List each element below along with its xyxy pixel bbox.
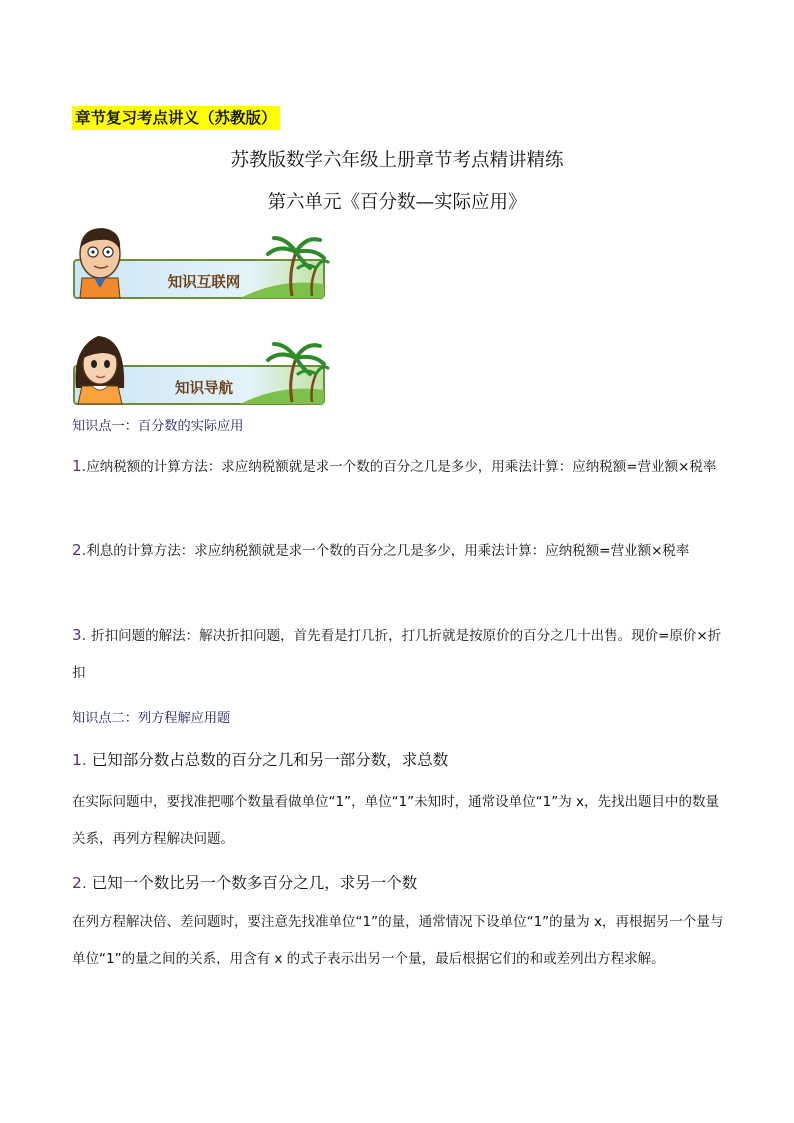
item-number: 1. [72,457,87,475]
section1-item-2 [72,532,724,570]
document-subtitle: 第六单元《百分数—实际应用》 [267,192,527,213]
subheading-text: 已知一个数比另一个数多百分之几，求另一个数 [91,874,418,892]
knowledge-network-label: 知识互联网 [167,274,241,291]
knowledge-guide-label: 知识导航 [175,380,233,397]
lecture-tag: 章节复习考点讲义（苏教版） [72,106,280,130]
section1-item-3 [72,617,724,692]
section2-subheading-1 [72,748,724,770]
knowledge-network-banner [70,222,330,302]
section2-heading: 知识点二：列方程解应用题 [72,711,231,726]
item-text: 利息的计算方法：求应纳税额就是求一个数的百分之几是多少，用乘法计算：应纳税额=营业额×税率 [86,543,690,559]
item-text: 应纳税额的计算方法：求应纳税额就是求一个数的百分之几是多少，用乘法计算：应纳税额=营业额×税率 [86,459,717,475]
subheading-text: 已知部分数占总数的百分之几和另一部分数，求总数 [91,751,449,769]
section1-heading: 知识点一：百分数的实际应用 [72,419,244,434]
section2-body-1: 在实际问题中，要找准把哪个数量看做单位“1”，单位“1”未知时，通常设单位“1”为 x，先找出题目中的数量关系，再列方程解决问题。 [72,794,720,847]
document-title: 苏教版数学六年级上册章节考点精讲精练 [230,150,564,171]
section2-body-2: 在列方程解决倍、差问题时，要注意先找准单位“1”的量，通常情况下设单位“1”的量为 x，再根据另一个量与单位“1”的量之间的关系，用含有 x 的式子表示出另一个量，最后根据它们的和或差列出方程求解。 [72,914,724,967]
section2-subheading-2 [72,871,724,893]
item-number: 2. [72,541,87,559]
knowledge-guide-banner [70,328,330,408]
item-number: 3. [72,626,92,644]
item-text: 折扣问题的解法：解决折扣问题，首先看是打几折，打几折就是按原价的百分之几十出售。现价=原价×折扣 [72,628,722,681]
subheading-number: 1. [72,751,92,769]
section1-item-1 [72,448,724,486]
subheading-number: 2. [72,874,92,892]
